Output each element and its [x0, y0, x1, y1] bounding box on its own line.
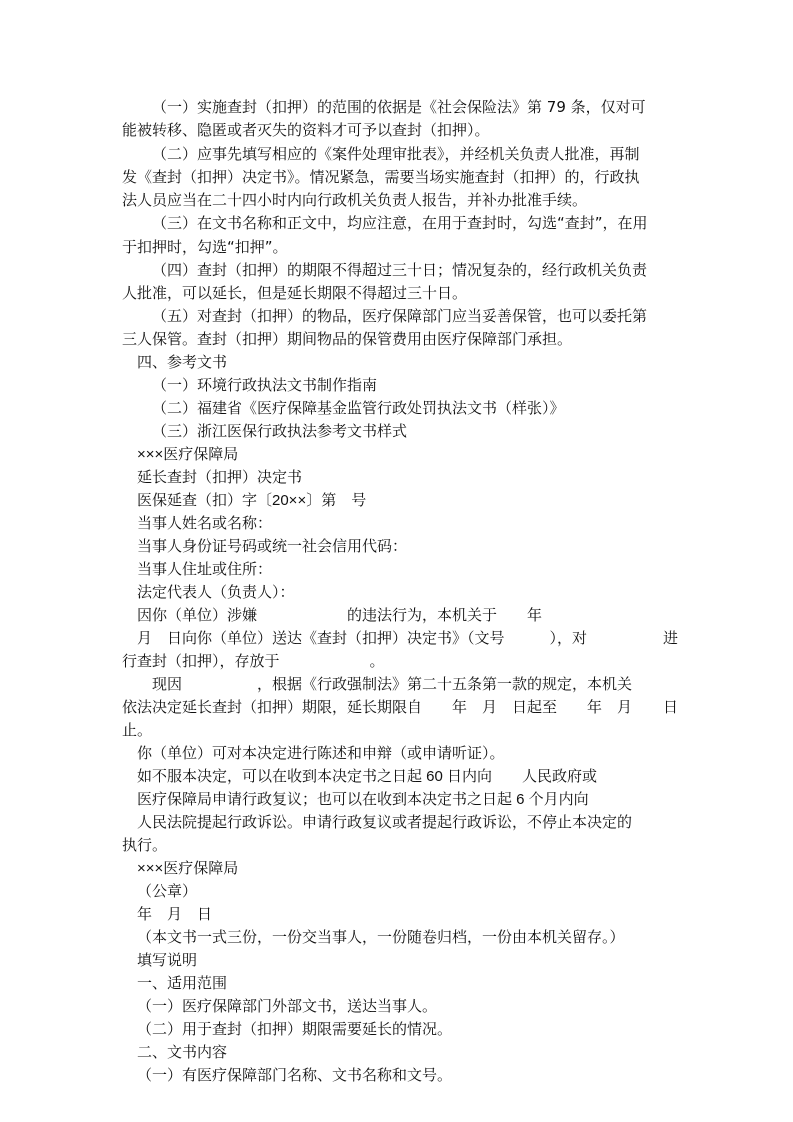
- text-line: 能被转移、隐匿或者灭失的资料才可予以查封（扣押）。: [122, 121, 490, 139]
- text-line: 因你（单位）涉嫌 的违法行为，本机关于 年: [137, 607, 543, 624]
- party-address-field: 当事人住址或住所：: [137, 561, 273, 578]
- document-number: 医保延查（扣）字〔20××〕第 号: [137, 492, 367, 509]
- official-seal-label: （公章）: [137, 883, 198, 900]
- text-line: （一）有医疗保障部门名称、文书名称和文号。: [137, 1067, 453, 1084]
- section-heading: 填写说明: [137, 952, 198, 969]
- legal-representative-field: 法定代表人（负责人）：: [137, 584, 295, 601]
- text-line: 于扣押时，勾选“扣押”。: [122, 238, 288, 256]
- text-line: （二）福建省《医疗保障基金监管行政处罚执法文书（样张）》: [152, 399, 565, 417]
- text-line: 法人员应当在二十四小时内向行政机关负责人报告，并补办批准手续。: [122, 191, 588, 209]
- text-line: 如不服本决定，可以在收到本决定书之日起 60 日内向 人民政府或: [137, 768, 598, 785]
- text-line: 发《查封（扣押）决定书》。情况紧急，需要当场实施查封（扣押）的，行政执: [122, 168, 640, 186]
- text-line: （一）环境行政执法文书制作指南: [152, 376, 378, 394]
- issuing-bureau: ×××医疗保障局: [137, 860, 239, 877]
- party-name-field: 当事人姓名或名称：: [137, 515, 273, 532]
- party-id-field: 当事人身份证号码或统一社会信用代码：: [137, 538, 408, 555]
- text-line: 人民法院提起行政诉讼。申请行政复议或者提起行政诉讼，不停止本决定的: [137, 814, 633, 831]
- text-line: （二）用于查封（扣押）期限需要延长的情况。: [137, 1021, 453, 1038]
- text-line: 执行。: [122, 837, 168, 854]
- text-segment: 依法决定延长查封（扣押）期限，延长期限自 年 月 日起至 年 月: [122, 699, 633, 716]
- copies-note: （本文书一式三份，一份交当事人，一份随卷归档，一份由本机关留存。）: [137, 929, 625, 946]
- text-segment: 日: [662, 699, 678, 716]
- section-heading: 一、适用范围: [137, 975, 228, 992]
- text-line: 行查封（扣押），存放于 。: [122, 653, 385, 670]
- text-segment: 进: [662, 630, 678, 647]
- text-line: （一）医疗保障部门外部文书，送达当事人。: [137, 998, 438, 1015]
- text-line: 止。: [122, 722, 153, 739]
- text-line: [137, 627, 678, 650]
- text-line: （三）在文书名称和正文中，均应注意，在用于查封时，勾选“查封”，在用: [152, 214, 648, 232]
- text-line: 医疗保障局申请行政复议；也可以在收到本决定书之日起 6 个月内向: [137, 791, 589, 808]
- text-line: （五）对查封（扣押）的物品，医疗保障部门应当妥善保管，也可以委托第: [152, 307, 648, 325]
- text-line: 三人保管。查封（扣押）期间物品的保管费用由医疗保障部门承担。: [122, 330, 573, 348]
- text-line: 现因 ，根据《行政强制法》第二十五条第一款的规定，本机关: [152, 676, 633, 693]
- text-line: 你（单位）可对本决定进行陈述和申辩（或申请听证）。: [137, 745, 505, 762]
- bureau-name: ×××医疗保障局: [137, 446, 239, 463]
- date-field: 年 月 日: [137, 906, 213, 923]
- document-title: 延长查封（扣押）决定书: [137, 469, 303, 486]
- text-line: （三）浙江医保行政执法参考文书样式: [152, 422, 408, 440]
- section-heading: 二、文书内容: [137, 1044, 228, 1061]
- text-line: （四）查封（扣押）的期限不得超过三十日；情况复杂的，经行政机关负责: [152, 261, 648, 279]
- section-heading: 四、参考文书: [137, 353, 228, 371]
- text-line: [122, 696, 678, 719]
- text-line: （二）应事先填写相应的《案件处理审批表》，并经机关负责人批准，再制: [152, 145, 640, 163]
- text-line: 人批准，可以延长，但是延长期限不得超过三十日。: [122, 284, 468, 302]
- text-segment: 月 日向你（单位）送达《查封（扣押）决定书》（文号 ），对: [137, 630, 588, 647]
- text-line: （一）实施查封（扣押）的范围的依据是《社会保险法》第 79 条，仅对可: [152, 98, 646, 116]
